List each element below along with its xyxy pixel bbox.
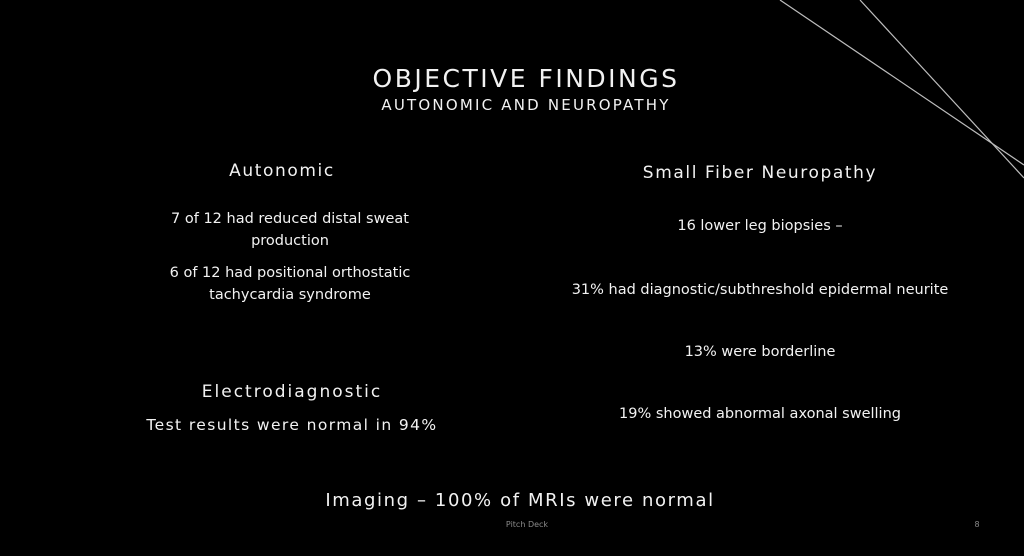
- small-fiber-heading: Small Fiber Neuropathy: [642, 163, 878, 183]
- footer-label: Pitch Deck: [505, 520, 549, 529]
- imaging-summary: Imaging – 100% of MRIs were normal: [325, 490, 715, 511]
- electrodiagnostic-heading: Electrodiagnostic: [201, 382, 383, 402]
- small-fiber-item-biopsies: 16 lower leg biopsies –: [677, 218, 843, 234]
- autonomic-item-pots: 6 of 12 had positional orthostatic tachycardia syndrome: [169, 265, 411, 303]
- slide-title: OBJECTIVE FINDINGS: [372, 64, 680, 93]
- small-fiber-item-axonal: 19% showed abnormal axonal swelling: [619, 406, 901, 422]
- page-number: 8: [974, 520, 980, 529]
- autonomic-heading: Autonomic: [229, 161, 335, 181]
- autonomic-item-sweat: 7 of 12 had reduced distal sweat production: [171, 211, 409, 249]
- slide-subtitle: AUTONOMIC AND NEUROPATHY: [381, 96, 671, 114]
- electrodiagnostic-result: Test results were normal in 94%: [146, 416, 438, 434]
- small-fiber-item-borderline: 13% were borderline: [684, 344, 836, 360]
- small-fiber-item-diagnostic: 31% had diagnostic/subthreshold epidermal neurite: [571, 282, 949, 298]
